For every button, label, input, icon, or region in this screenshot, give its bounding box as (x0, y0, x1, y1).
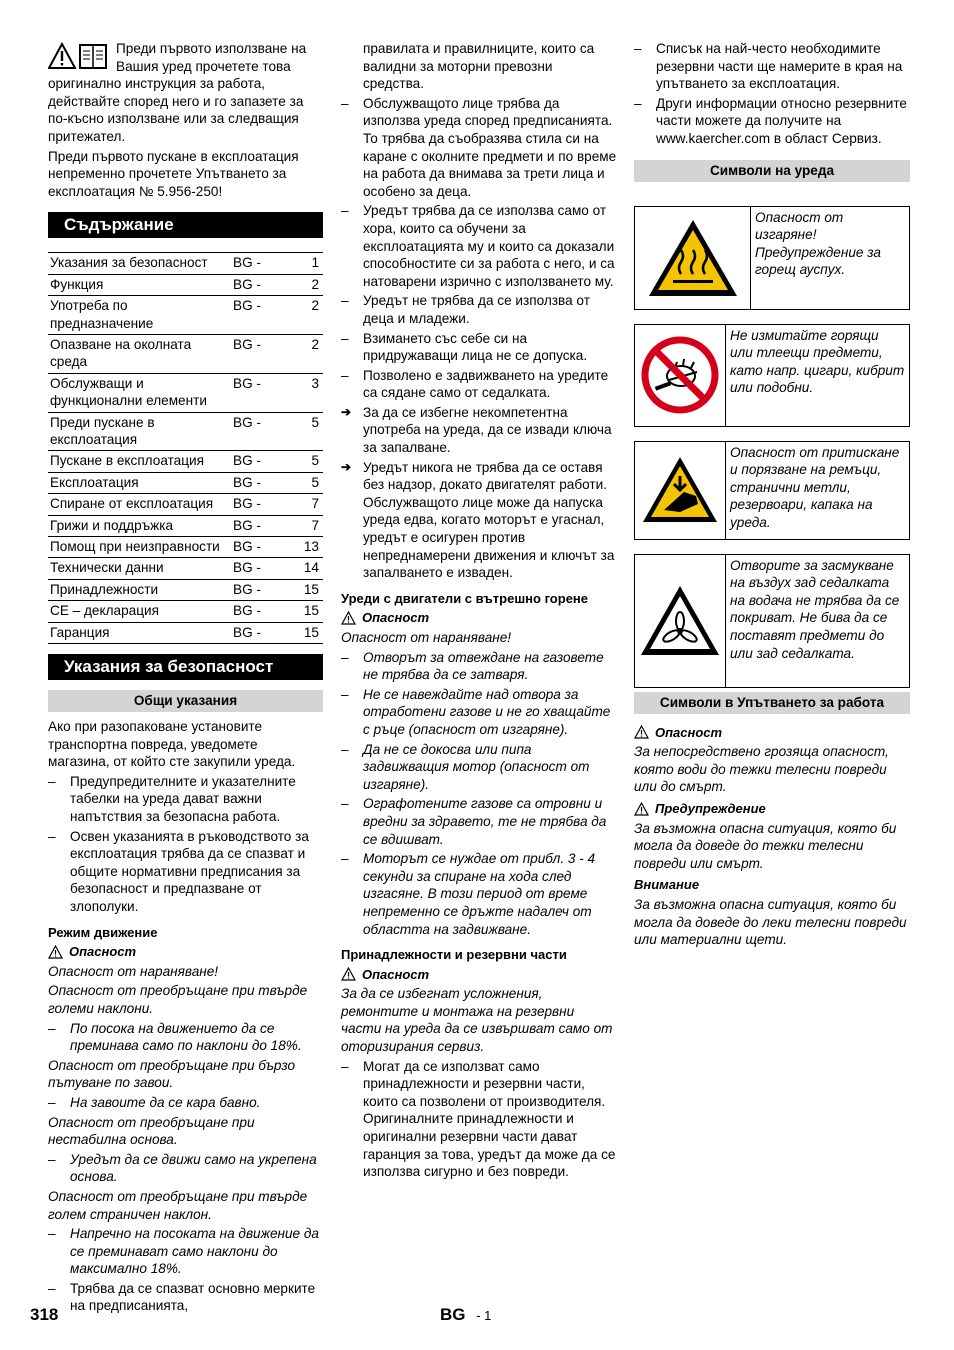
accessories-list (341, 1058, 617, 1181)
list-item: – Трябва да се спазват основно мерките на предписанията, (48, 1280, 323, 1315)
warning-triangle-icon (341, 611, 356, 625)
symbol-hot-surface (634, 206, 910, 310)
toc-lang: BG - (231, 515, 295, 536)
footer-lang (440, 1306, 491, 1325)
list-item: – Ографотените газове са отровни и вредни за здравето, те не трябва да се вдишват. (341, 795, 617, 848)
symbol-text: Отворите за засмукване на въздух зад седалката на водача не трябва да се покриват. Не бива да се поставят предмети до или зад седалката. (730, 557, 900, 661)
toc-page: 13 (295, 537, 323, 558)
toc-lang: BG - (231, 494, 295, 515)
toc-row[interactable] (48, 373, 323, 412)
toc-row[interactable] (48, 334, 323, 373)
toc-label: Грижи и поддръжка (48, 515, 231, 536)
safety-title: Указания за безопасност (48, 654, 323, 680)
list-item: – Позволено е задвижването на уредите са сядане само от седалката. (341, 367, 617, 402)
engine-title: Уреди с двигатели с вътрешно горене (341, 590, 588, 606)
toc-page: 2 (295, 334, 323, 373)
toc-page: 15 (295, 601, 323, 622)
caution-text: За възможна опасна ситуация, която би могла да доведе до леки телесни повреди или материални щети. (634, 896, 907, 948)
symbol-crush-hazard (634, 441, 910, 540)
danger-label-text: Опасност (69, 944, 137, 960)
list-item: – Не се навеждайте над отвора за отработени газове и не го хващайте с ръце (опасност от изгаряне). (341, 686, 617, 739)
warning-triangle-icon (634, 802, 649, 816)
engine-text: Опасност от нараняване! (341, 630, 512, 645)
toc-lang: BG - (231, 558, 295, 579)
toc-row[interactable] (48, 451, 323, 472)
toc-label: Функция (48, 274, 231, 295)
toc-page: 5 (295, 472, 323, 493)
list-item: – Списък на най-често необходимите резервни части ще намерите в края на упътването за експлоатация. (634, 40, 910, 93)
intro-text-2: Преди първото пускане в експлоатация непременно прочетете Упътването за експлоатация № 5.956-250! (48, 148, 299, 199)
list-item: – Уредът трябва да се използва само от хора, които са обучени за експлоатацията му и които са доказали способностите си за работа с него, и са натоварени изрично с използването му. (341, 202, 617, 290)
list-item: – Освен указанията в ръководството за експлоатация трябва да се спазват и общите нормативни предписания за безопасност и предпазване от злополуки. (48, 828, 323, 916)
toc-lang: BG - (231, 373, 295, 412)
toc-lang: BG - (231, 334, 295, 373)
drive-p5: Опасност от преобръщане при твърде голем страничен наклон. (48, 1188, 308, 1222)
toc-label: Опазване на околната среда (48, 334, 231, 373)
footer-lang-code: BG (440, 1305, 466, 1324)
danger-label (48, 943, 323, 961)
danger-label-text: Опасност (362, 610, 430, 626)
toc-row[interactable] (48, 515, 323, 536)
toc-row[interactable] (48, 537, 323, 558)
list-item: – Да не се докосва или пипа задвижващия мотор (опасност от изгаряне). (341, 741, 617, 794)
danger-label-text: Опасност (362, 966, 430, 982)
toc-label: Преди пускане в експлоатация (48, 412, 231, 451)
toc-label: Помощ при неизправности (48, 537, 231, 558)
list-item: – Отворът за отвеждане на газовете не трябва да се затваря. (341, 649, 617, 684)
toc-lang: BG - (231, 253, 295, 274)
toc-table (48, 252, 323, 644)
toc-page: 14 (295, 558, 323, 579)
footer-sub: - 1 (476, 1308, 492, 1323)
caution-label (634, 876, 910, 894)
list-item: – Взимането със себе си на придружаващи лица не се допуска. (341, 330, 617, 365)
danger-text: За непосредствено грозяща опасност, която води до тежки телесни повреди или до смърт. (634, 744, 889, 795)
toc-label: Технически данни (48, 558, 231, 579)
warning-text: За възможна опасна ситуация, която би могла да доведе до тежки телесни повреди или смърт. (634, 820, 897, 871)
no-burning-objects-icon (641, 336, 719, 414)
toc-page: 15 (295, 622, 323, 643)
toc-page: 7 (295, 494, 323, 515)
toc-label: Пускане в експлоатация (48, 451, 231, 472)
toc-page: 5 (295, 451, 323, 472)
toc-label: Спиране от експлоатация (48, 494, 231, 515)
list-item: – Могат да се използват само принадлежности и резервни части, които са позволени от производителя. Оригиналните принадлежности и оригинални резервни части дават гаранция за това, уредът да може да се използва сигурно и без повреди. (341, 1058, 617, 1181)
toc-lang: BG - (231, 451, 295, 472)
toc-page: 7 (295, 515, 323, 536)
toc-row[interactable] (48, 412, 323, 451)
symbol-fan (634, 554, 910, 688)
list-item: – Предупредителните и указателните табелки на уреда дават важни напътствия за безопасна работа. (48, 773, 323, 826)
warning-triangle-icon (341, 967, 356, 981)
warning-label (634, 800, 910, 818)
list-item: ➔ Уредът никога не трябва да се оставя без надзор, докато двигателят работи. Обслужващото лице може да напуска уреда едва, когато моторът е угаснал, уредът е осигурен против непреднамерени движения и ключът за запалването е изваден. (341, 459, 617, 582)
list-item: ➔ За да се избегне некомпетентна употреба на уреда, да се извади ключа за запалване. (341, 404, 617, 457)
toc-row[interactable] (48, 274, 323, 295)
arrow-list (341, 404, 617, 582)
toc-lang: BG - (231, 622, 295, 643)
danger-label-text: Опасност (655, 724, 723, 740)
toc-label: Обслужващи и функционални елементи (48, 373, 231, 412)
page-number: 318 (30, 1305, 59, 1324)
spare-parts-list (634, 40, 910, 148)
toc-label: CE – декларация (48, 601, 231, 622)
drive-p4: Опасност от преобръщане при нестабилна основа. (48, 1114, 255, 1148)
toc-lang: BG - (231, 579, 295, 600)
intro-text: Преди първото използване на Вашия уред прочетете това оригинално инструкция за работа, действайте според него и го запазете за по-късно използване или за следващия притежател. (48, 41, 307, 144)
toc-label: Указания за безопасност (48, 253, 231, 274)
general-text: Ако при разопаковане установите транспортна повреда, уведомете магазина, от който сте закупили уреда. (48, 719, 296, 770)
list-item: – Уредът да се движи само на укрепена основа. (48, 1151, 323, 1186)
toc-row[interactable] (48, 253, 323, 274)
toc-label: Гаранция (48, 622, 231, 643)
column-1 (48, 40, 323, 1317)
toc-row[interactable] (48, 558, 323, 579)
drive-p1: Опасност от нараняване! (48, 963, 219, 979)
list-item: – На завоите да се кара бавно. (48, 1094, 323, 1112)
read-manual-warning-icon (48, 42, 110, 70)
symbol-text: Опасност от притискане и порязване на ремъци, странични метли, резервоари, капака на уреда. (730, 444, 900, 530)
general-title: Общи указания (48, 690, 323, 712)
warning-triangle-icon (48, 945, 63, 959)
toc-page: 2 (295, 274, 323, 295)
drive-p3: Опасност от преобръщане при бързо пътуване по завои. (48, 1057, 296, 1091)
symbol-text: Не измитайте горящи или тлеещи предмети, като напр. цигари, кибрит или подобни. (730, 327, 905, 396)
danger-label (341, 609, 617, 627)
drive-title: Режим движение (48, 924, 158, 940)
symbol-no-burning (634, 324, 910, 427)
engine-list (341, 649, 617, 939)
operator-list (341, 95, 617, 402)
toc-lang: BG - (231, 412, 295, 451)
danger-label (634, 724, 910, 742)
hot-surface-warning-icon (645, 216, 741, 300)
crush-hazard-warning-icon (640, 454, 720, 526)
toc-row[interactable] (48, 472, 323, 493)
toc-title: Съдържание (48, 212, 323, 238)
list-item: – Уредът не трябва да се използва от деца и младежи. (341, 292, 617, 327)
intro (48, 40, 323, 200)
list-item: – Напречно на посоката на движение да се преминават само наклони до максимално 18%. (48, 1225, 323, 1278)
toc-label: Употреба по предназначение (48, 296, 231, 335)
danger-label (341, 966, 617, 984)
toc-lang: BG - (231, 296, 295, 335)
column-2 (341, 40, 617, 1183)
toc-page: 15 (295, 579, 323, 600)
toc-label: Принадлежности (48, 579, 231, 600)
accessories-title: Принадлежности и резервни части (341, 947, 567, 963)
toc-lang: BG - (231, 472, 295, 493)
accessories-text: За да се избегнат усложнения, ремонтите и монтажа на резервни части на уреда да се извършват само от оторизирания сервиз. (341, 986, 613, 1055)
list-item: – По посока на движението да се преминава само по наклони до 18%. (48, 1020, 323, 1055)
toc-page: 1 (295, 253, 323, 274)
toc-page: 3 (295, 373, 323, 412)
toc-lang: BG - (231, 274, 295, 295)
toc-label: Експлоатация (48, 472, 231, 493)
toc-lang: BG - (231, 601, 295, 622)
symbols-title: Символи на уреда (634, 160, 910, 182)
toc-row[interactable] (48, 601, 323, 622)
list-item: – Обслужващото лице трябва да използва уреда според предписанията. То трябва да съобразява стила си на каране с околните предмети и по време на работа да внимава за трети лица и особено за деца. (341, 95, 617, 201)
continued-text: правилата и правилниците, които са валидни за моторни превозни средства. (363, 41, 595, 92)
toc-row[interactable] (48, 296, 323, 335)
toc-row[interactable] (48, 622, 323, 643)
caution-label-text: Внимание (634, 877, 700, 893)
list-item: – Моторът се нуждае от прибл. 3 - 4 секунди за спиране на хода след изгасяне. В този период от време непременно се дръжте надалеч от областта на задвижване. (341, 850, 617, 938)
fan-warning-icon (638, 583, 722, 659)
toc-row[interactable] (48, 579, 323, 600)
manual-symbols-title: Символи в Упътването за работа (634, 692, 910, 714)
drive-p2: Опасност от преобръщане при твърде големи наклони. (48, 983, 308, 1016)
general-list (48, 773, 323, 916)
toc-page: 5 (295, 412, 323, 451)
toc-page: 2 (295, 296, 323, 335)
warning-triangle-icon (634, 725, 649, 739)
warning-label-text: Предупреждение (655, 800, 766, 816)
toc-lang: BG - (231, 537, 295, 558)
list-item: – Други информации относно резервните части можете да получите на www.kaercher.com в област Сервиз. (634, 95, 910, 148)
toc-row[interactable] (48, 494, 323, 515)
column-3 (634, 40, 910, 951)
symbol-text: Опасност от изгаряне! Предупреждение за горещ ауспух. (755, 209, 881, 278)
